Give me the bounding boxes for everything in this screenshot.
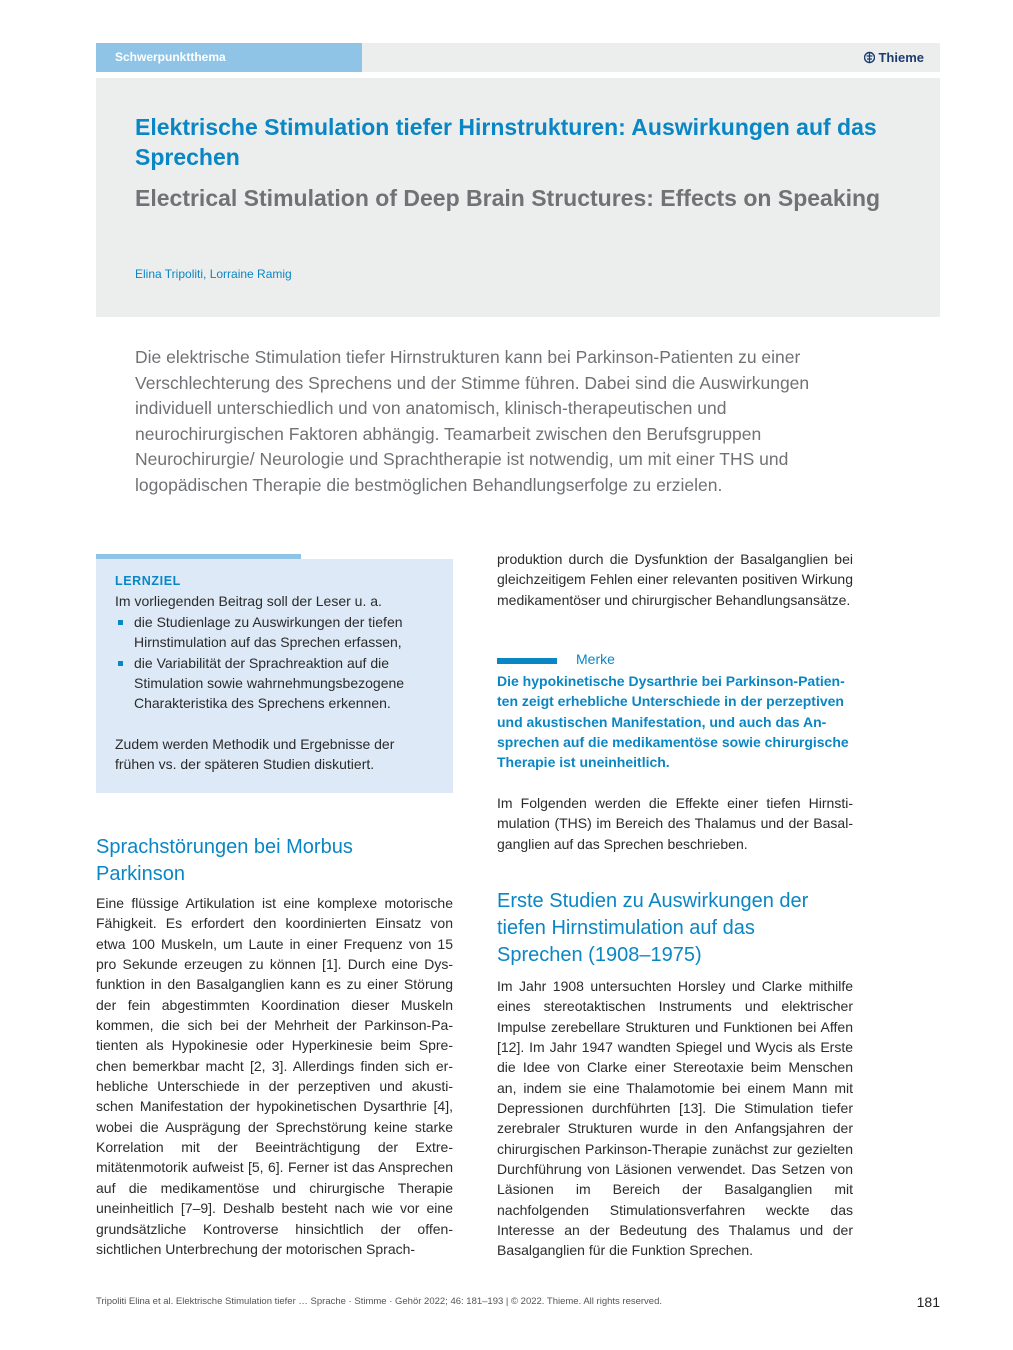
body-paragraph-early-studies: Im Jahr 1908 untersuchten Horsley und Clarke mithilfe eines stereotaktischen Instruments und elektrischer Impulse zerebellare Strukturen und Funktionen bei Affen [12]. Im Jahr 1947 wandten Spiegel und Wycis als Erste die Idee von Clarke einer Stereotaxie beim Menschen an, indem sie eine Thalamotomie bei einem Mann mit Depressionen durchführten [13]. Die Stimulation tiefer zerebraler Strukturen wurde in den Anfangsjahren der chirurgischen Parkinson-Therapie zunächst zur gezielten Durchführung von Läsionen verwendet. Das Setzen von Läsionen im Bereich der Basalganglien mit nachfolgenden Stimulationsverfahren weckte das Interesse an der Bedeutung des Thalamus und der Basalganglien für die Funktion Sprechen. <box>497 978 853 1259</box>
section-tag: Schwerpunktthema <box>96 43 362 72</box>
bullet-icon <box>118 620 123 625</box>
list-item <box>115 612 434 653</box>
body-paragraph-left: Eine flüssige Artikulation ist eine komplexe motorische Fähigkeit. Es erfordert den koordinierten Einsatz von etwa 100 Muskeln, um Laute in einer Frequenz von 15 pro Sekunde erzeugen zu können [1]. Durch eine Dysfunktion in den Basalganglien kann es zu einer Störung der fein abgestimmten Koordination dieser Muskeln kommen, die sich bei der Mehrheit der Parkinson-Patienten als Hypokinesie oder Hyperkinesie beim Sprechen bemerkbar macht [2, 3]. Allerdings finden sich erhebliche Unterschiede in der perzeptiven und akustischen Manifestation der hypokinetischen Dysarthrie [4], wobei die Ausprägung der Sprechstörung keine starke Korrelation mit der Beeinträchtigung der Extremitätenmotorik aufweist [5, 6]. Ferner ist das Ansprechen auf die medikamentöse und chirurgische Therapie uneinheitlich [7–9]. Deshalb besteht nach wie vor eine grundsätzliche Kontroverse hinsichtlich der offensichtlichen Unterbrechung der motorischen Sprach- <box>96 895 453 1257</box>
learning-goals-box <box>96 559 453 793</box>
merke-note: Die hypokinetische Dysarthrie bei Parkinson-Patienten zeigt erhebliche Unterschiede in der perzeptiven und akustischen Manifestation, und auch das Ansprechen auf die medikamentöse sowie chirurgische Therapie ist uneinheitlich. <box>497 673 849 771</box>
article-title-english: Electrical Stimulation of Deep Brain Structures: Effects on Speaking <box>135 185 881 211</box>
footer-citation: Tripoliti Elina et al. Elektrische Stimulation tiefer … Sprache · Stimme · Gehör 2022; 46: 181–193 | © 2022. Thieme. All rights reserved. <box>96 1296 663 1307</box>
body-paragraph-intro: Im Folgenden werden die Effekte einer tiefen Hirnstimulation (THS) im Bereich des Thalamus und der Basalganglien auf das Sprechen beschrieben. <box>497 795 853 852</box>
page-number: 181 <box>916 1294 940 1310</box>
brand-name: Thieme <box>878 50 924 65</box>
merke-label: Merke <box>576 651 615 667</box>
section-heading-speech-disorders: Sprachstörungen bei Morbus Parkinson <box>96 836 353 885</box>
abstract: Die elektrische Stimulation tiefer Hirnstrukturen kann bei Parkinson-Patienten zu einer Verschlechterung des Sprechens und der Stimme führen. Dabei sind die Auswirkungen individuell unterschiedlich und von anatomisch, klinisch-therapeutischen und neurochirurgischen Faktoren abhängig. Teamarbeit zwischen den Berufsgruppen Neurochirurgie/ Neurologie und Sprachtherapie ist notwendig, um mit einer THS und logopädischen Therapie die bestmöglichen Behandlungserfolge zu erzielen. <box>135 347 810 495</box>
article-title-german: Elektrische Stimulation tiefer Hirnstrukturen: Auswirkungen auf das Sprechen <box>135 114 877 170</box>
list-item-text: die Variabilität der Sprachreaktion auf die Stimulation sowie wahrnehmungsbezogene Charakteristika des Sprechens erkennen. <box>134 654 405 712</box>
body-paragraph-continuation: produktion durch die Dysfunktion der Basalganglien bei gleichzeitigem Fehlen einer relevanten positiven Wirkung medikamentöser und chirurgischer Behandlungsansätze. <box>497 551 853 608</box>
list-item-text: die Studienlage zu Auswirkungen der tiefen Hirnstimulation auf das Sprechen erfassen, <box>134 613 403 651</box>
merke-accent-bar <box>497 658 557 664</box>
list-item <box>115 653 434 714</box>
bullet-icon <box>118 661 123 666</box>
authors: Elina Tripoliti, Lorraine Ramig <box>135 267 292 281</box>
learning-goals-outro: Zudem werden Methodik und Ergebnisse der frühen vs. der späteren Studien diskutiert. <box>115 735 395 773</box>
publisher-brand <box>864 43 924 72</box>
learning-goals-heading: LERNZIEL <box>115 574 181 588</box>
learning-goals-intro: Im vorliegenden Beitrag soll der Leser u. a. <box>115 593 382 610</box>
thieme-logo-icon <box>864 51 875 64</box>
section-heading-early-studies: Erste Studien zu Auswirkungen der tiefen Hirnstimulation auf das Sprechen (1908–1975) <box>497 890 809 966</box>
learning-goals-list <box>115 612 434 714</box>
